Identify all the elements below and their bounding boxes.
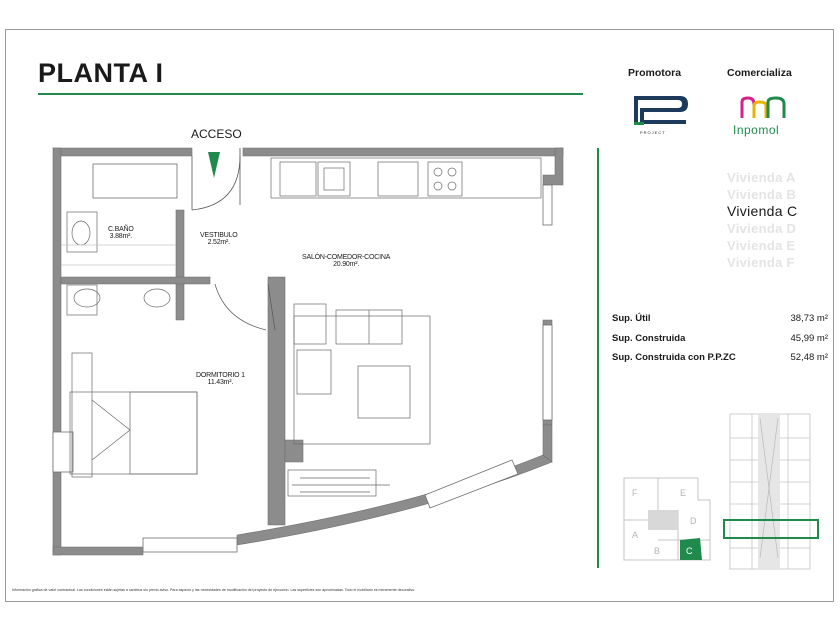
- acceso-arrow-icon: [208, 152, 220, 178]
- bidet-icon: [144, 289, 170, 307]
- vivienda-item-a: Vivienda A: [727, 170, 796, 185]
- comercializa-logo-name: Inpomol: [733, 123, 780, 137]
- wall-left: [53, 148, 61, 555]
- cooktop-icon: [428, 162, 462, 196]
- coffee-table-icon: [358, 366, 410, 418]
- promotora-logo-caption: PROJECT: [640, 130, 666, 135]
- window-bottom-left: [143, 538, 237, 552]
- vivienda-item-d: Vivienda D: [727, 221, 797, 236]
- key-plan-letter: A: [632, 530, 639, 540]
- vivienda-item-c: Vivienda C: [727, 203, 798, 219]
- acceso-label: ACCESO: [191, 127, 242, 141]
- room-label-vestibulo: [200, 232, 238, 246]
- comercializa-logo: [738, 96, 790, 120]
- kitchen-counter: [271, 158, 541, 198]
- page-title: PLANTA I: [38, 58, 164, 88]
- room-name: SALÓN-COMEDOR-COCINA: [302, 254, 391, 261]
- key-plan-elevation: [722, 408, 822, 574]
- wall-top-right: [243, 148, 563, 156]
- room-label-salon: [302, 254, 390, 268]
- room-area: 2.52m².: [207, 239, 230, 246]
- promotora-logo: [632, 94, 690, 134]
- bed-icon: [70, 392, 197, 474]
- key-plan-letter: D: [690, 516, 697, 526]
- room-label-dormitorio: [196, 372, 245, 386]
- armchair-icon: [294, 304, 326, 344]
- surface-label: Sup. Construida: [612, 333, 686, 344]
- surface-value: 52,48 m²: [790, 352, 828, 363]
- surface-value: 45,99 m²: [790, 333, 828, 344]
- surface-row-construida-ppzc: [612, 352, 828, 363]
- room-area: 11.43m².: [207, 379, 234, 386]
- key-plan-letter: E: [680, 488, 687, 498]
- surface-row-construida: [612, 333, 828, 344]
- kitchen-cabinet-2: [378, 162, 418, 196]
- kitchen-sink-icon: [318, 162, 350, 196]
- surface-row-util: [612, 313, 828, 324]
- sink-icon: [72, 221, 90, 245]
- room-area: 20.90m².: [333, 261, 360, 268]
- armchair-icon-2: [297, 350, 331, 394]
- disclaimer-text: Información gráfica de valor contractual. Las condiciones están sujetas a cambios sin previo aviso. Para aspecto y las necesidades de modificación del proyecto de ejecución. Las superficies son aproximadas. Todo el mobiliario es meramente decorativo.: [12, 588, 416, 592]
- key-plan-letter: F: [632, 488, 638, 498]
- kitchen-cabinet-1: [280, 162, 316, 196]
- wardrobe-icon: [72, 353, 92, 477]
- room-area: 3.88m².: [109, 233, 132, 240]
- room-name: DORMITORIO 1: [196, 372, 245, 379]
- surface-label: Sup. Construida con P.P.ZC: [612, 352, 736, 363]
- vivienda-item-f: Vivienda F: [727, 255, 795, 270]
- vivienda-item-b: Vivienda B: [727, 187, 797, 202]
- key-plan-floor: [618, 470, 718, 570]
- room-name: VESTIBULO: [200, 232, 238, 239]
- key-plan-letter: C: [686, 546, 693, 556]
- window-curved: [425, 460, 518, 508]
- toilet-icon: [74, 289, 100, 307]
- window-right-top: [543, 185, 552, 225]
- living-area-rug: [294, 316, 430, 444]
- room-label-bano: [108, 226, 134, 240]
- panel-divider: [597, 148, 599, 568]
- wall-dorm-right: [268, 277, 285, 525]
- surface-value: 38,73 m²: [790, 313, 828, 324]
- room-name: C.BAÑO: [108, 226, 134, 233]
- surface-label: Sup. Útil: [612, 313, 651, 324]
- window-bano: [93, 164, 177, 198]
- window-right: [543, 325, 552, 420]
- wall-dorm-top: [61, 277, 210, 284]
- wall-top-left: [53, 148, 192, 156]
- bedroom-door-swing: [215, 284, 266, 330]
- key-plan-letter: B: [654, 546, 661, 556]
- comercializa-heading: Comercializa: [727, 67, 792, 79]
- wall-bano-right: [176, 210, 184, 320]
- promotora-heading: Promotora: [628, 67, 682, 79]
- vivienda-item-e: Vivienda E: [727, 238, 796, 253]
- wall-bottom: [53, 547, 143, 555]
